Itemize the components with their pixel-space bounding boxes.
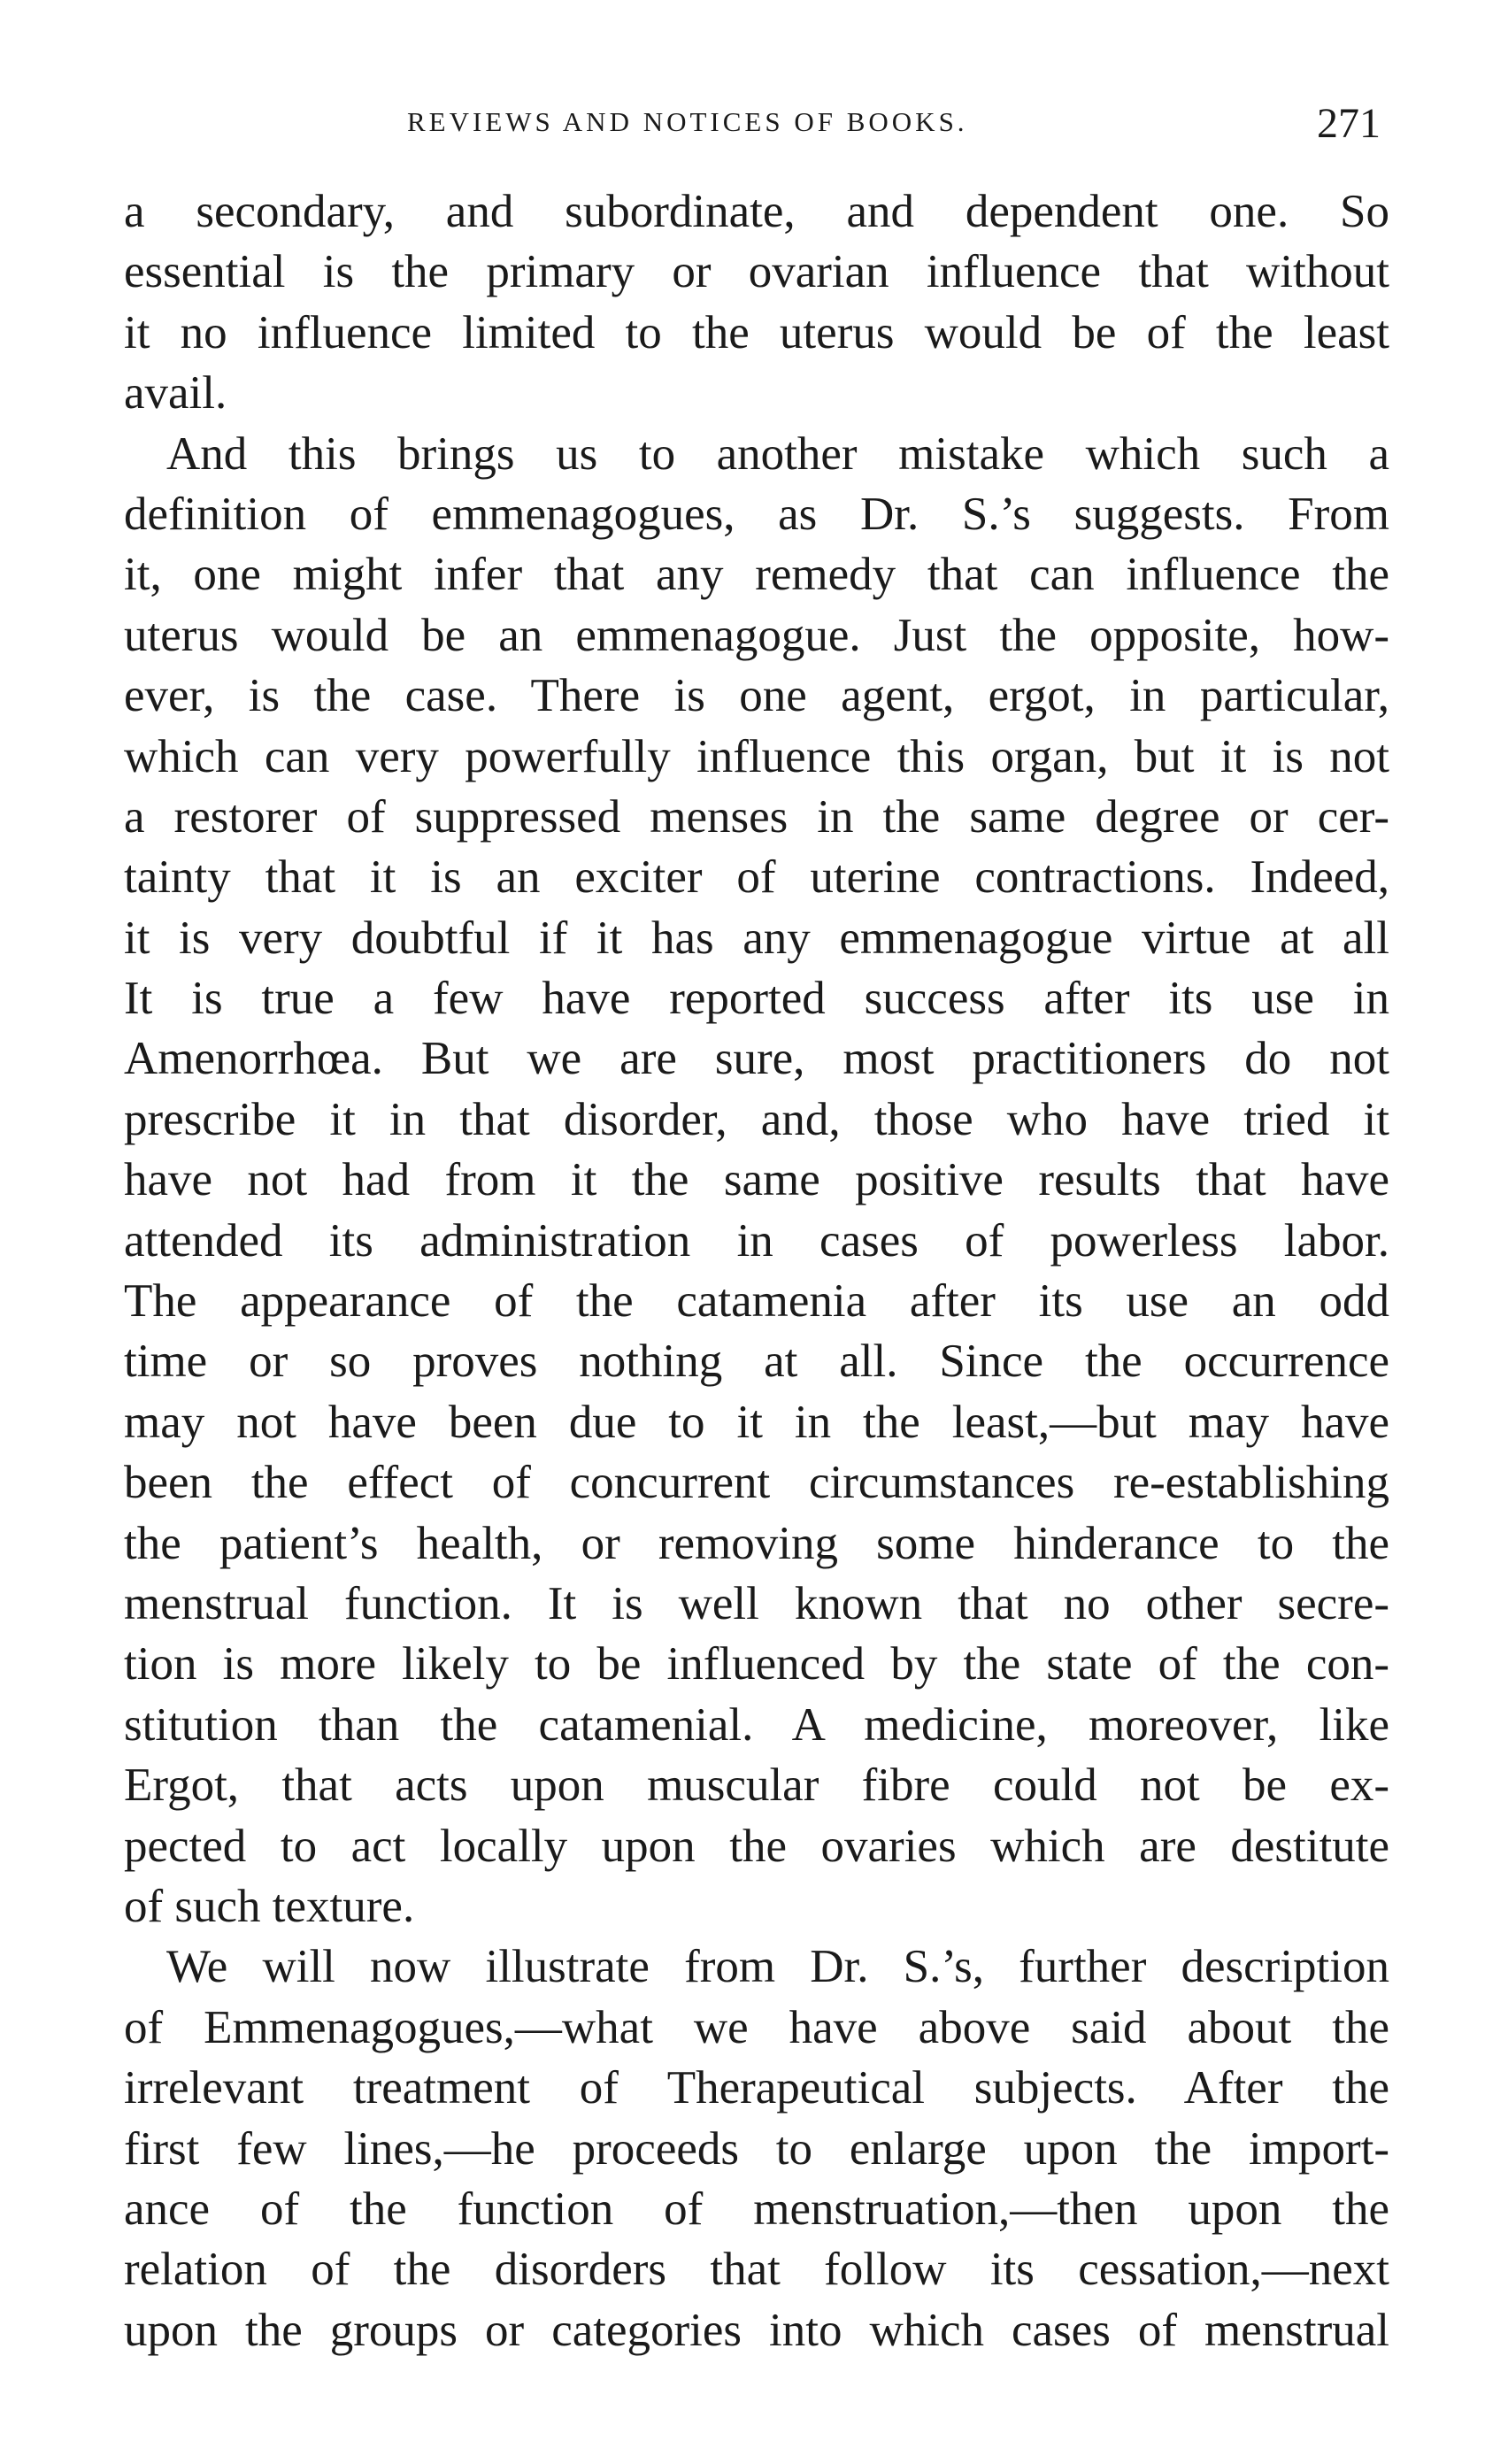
text-line: avail. bbox=[124, 367, 227, 420]
text-line: tion is more likely to be influenced by the state of the con- bbox=[124, 1638, 1389, 1690]
text-line: been the effect of concurrent circumstances re-establishing bbox=[124, 1457, 1389, 1509]
text-line: a restorer of suppressed menses in the same degree or cer- bbox=[124, 790, 1389, 843]
text-line: irrelevant treatment of Therapeutical subjects. After the bbox=[124, 2062, 1389, 2114]
text-line: Ergot, that acts upon muscular fibre could not be ex- bbox=[124, 1759, 1389, 1812]
page-number: 271 bbox=[1317, 100, 1381, 147]
text-line: which can very powerfully influence this organ, but it is not bbox=[124, 730, 1389, 782]
text-line: of such texture. bbox=[124, 1880, 415, 1932]
text-line: And this brings us to another mistake which such a bbox=[166, 427, 1389, 480]
text-line: essential is the primary or ovarian influence that without bbox=[124, 246, 1389, 298]
text-line: have not had from it the same positive results that have bbox=[124, 1154, 1389, 1206]
running-title: REVIEWS AND NOTICES OF BOOKS. bbox=[407, 106, 968, 137]
text-line: The appearance of the catamenia after its use an odd bbox=[124, 1275, 1389, 1328]
text-line: ever, is the case. There is one agent, ergot, in particular, bbox=[124, 670, 1389, 722]
text-line: of Emmenagogues,—what we have above said about the bbox=[124, 2001, 1389, 2053]
text-line: tainty that it is an exciter of uterine contractions. Indeed, bbox=[124, 851, 1389, 904]
body-text bbox=[124, 181, 1389, 2360]
text-line: We will now illustrate from Dr. S.’s, further description bbox=[166, 1941, 1389, 1993]
text-line: attended its administration in cases of powerless labor. bbox=[124, 1214, 1389, 1267]
text-line: menstrual function. It is well known that no other secre- bbox=[124, 1577, 1389, 1629]
text-line: time or so proves nothing at all. Since the occurrence bbox=[124, 1336, 1389, 1388]
text-line: may not have been due to it in the least,—but may have bbox=[124, 1396, 1389, 1448]
text-line: the patient’s health, or removing some hinderance to the bbox=[124, 1517, 1389, 1569]
text-line: pected to act locally upon the ovaries which are destitute bbox=[124, 1820, 1389, 1872]
running-head bbox=[124, 99, 1381, 152]
text-line: stitution than the catamenial. A medicine, moreover, like bbox=[124, 1698, 1389, 1751]
text-line: prescribe it in that disorder, and, those who have tried it bbox=[124, 1093, 1389, 1145]
text-line: first few lines,—he proceeds to enlarge upon the import- bbox=[124, 2122, 1389, 2175]
text-line: it is very doubtful if it has any emmenagogue virtue at all bbox=[124, 912, 1389, 964]
text-line: ance of the function of menstruation,—then upon the bbox=[124, 2183, 1389, 2235]
text-line: it, one might infer that any remedy that can influence the bbox=[124, 549, 1389, 601]
text-line: a secondary, and subordinate, and dependent one. So bbox=[124, 186, 1389, 237]
text-line: It is true a few have reported success after its use in bbox=[124, 973, 1389, 1025]
text-line: upon the groups or categories into which cases of menstrual bbox=[124, 2304, 1389, 2356]
text-line: it no influence limited to the uterus would be of the least bbox=[124, 306, 1389, 358]
text-line: relation of the disorders that follow its cessation,—next bbox=[124, 2244, 1389, 2296]
text-line: Amenorrhœa. But we are sure, most practitioners do not bbox=[124, 1033, 1389, 1085]
text-line: definition of emmenagogues, as Dr. S.’s suggests. From bbox=[124, 488, 1389, 540]
text-line: uterus would be an emmenagogue. Just the opposite, how- bbox=[124, 609, 1389, 661]
